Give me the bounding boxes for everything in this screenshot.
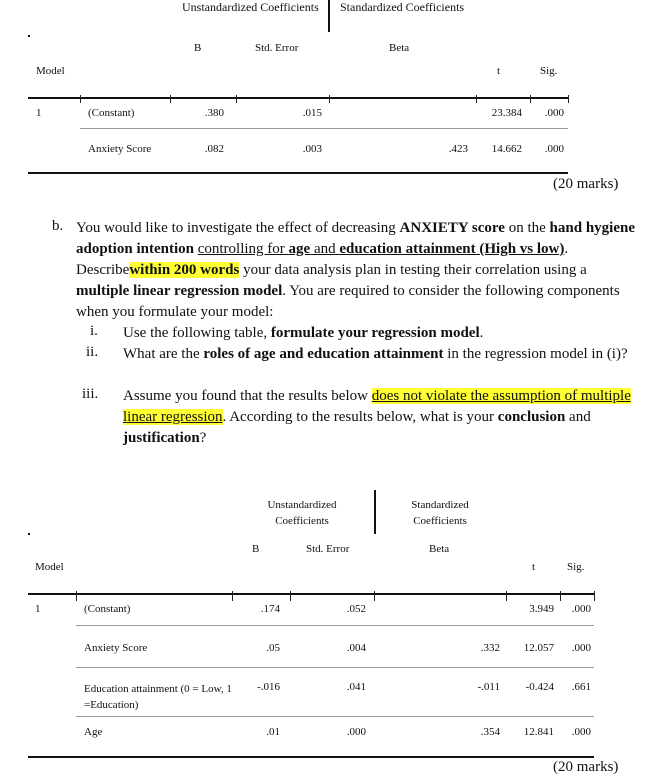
t2-cell-se: .004 [346,642,366,654]
t2-col-sig: Sig. [567,561,585,573]
t2-cell-beta: .354 [480,726,500,738]
t1-col-beta: Beta [389,42,410,54]
t2-col-std-error: Std. Error [306,543,350,555]
t2-cell-b: -.016 [257,681,280,693]
t2-cell-se: .052 [346,603,366,615]
t2-marks: (20 marks) [553,759,619,775]
t1-header-standardized: Standardized Coefficients [340,0,465,14]
t2-header-rule [28,593,594,595]
t2-col-b: B [252,543,260,555]
t2-cell-sig: .661 [571,681,591,693]
t2-dot [28,533,30,535]
t2-cell-sig: .000 [571,603,591,615]
t1-col-model: Model [36,65,65,77]
t1-cell-t: 14.662 [491,143,522,155]
t1-header-unstandardized: Unstandardized Coefficients [182,0,319,14]
item-iii-num: iii. [82,386,99,402]
t2-header-divider [374,490,376,534]
question-text: You would like to investigate the effect of decreasing ANXIETY score on the hand hygiene adoption intention controlling for age and education attainment (High vs low). Describewithin 200 words your data analysis plan in testing their correlation using a multiple linear regression model. You are required to consider the following components when you formulate your model: [76,220,635,320]
t1-col-std-error: Std. Error [255,42,299,54]
t2-row-label: (Constant) [84,603,131,615]
t1-cell-se: .003 [302,143,322,155]
t1-row-label: Anxiety Score [88,143,152,155]
item-ii-text: What are the roles of age and education attainment in the regression model in (i)? [123,346,628,362]
t2-cell-beta: .332 [480,642,500,654]
item-iii-text: Assume you found that the results below does not violate the assumption of multiple linear regression. According to the results below, what is your conclusion and justification? [123,388,631,446]
t2-model-number: 1 [35,603,41,615]
item-ii-num: ii. [86,344,99,360]
t2-cell-b: .01 [266,726,280,738]
t1-bottom-rule [28,172,568,174]
t1-cell-t: 23.384 [491,107,522,119]
t1-col-sig: Sig. [540,65,558,77]
t1-model-number: 1 [36,107,42,119]
t2-cell-sig: .000 [571,726,591,738]
t1-cell-beta: .423 [448,143,468,155]
t2-cell-sig: .000 [571,642,591,654]
t2-cell-b: .174 [260,603,280,615]
t1-header-divider [328,0,330,32]
t2-cell-t: 12.841 [523,726,554,738]
t2-cell-t: 3.949 [529,603,554,615]
t1-col-t: t [497,65,501,77]
t1-cell-b: .380 [204,107,224,119]
question-label: b. [52,218,64,234]
t1-dot [28,35,30,37]
t1-header-rule [28,97,568,99]
t1-cell-sig: .000 [544,107,564,119]
item-i-text: Use the following table, formulate your regression model. [123,325,484,341]
t2-col-model: Model [35,561,64,573]
t2-header-standardized: Standardized Coefficients [411,499,469,527]
t1-row-label: (Constant) [88,107,135,119]
t2-cell-se: .000 [346,726,366,738]
t2-cell-beta: -.011 [477,681,500,693]
t2-cell-se: .041 [346,681,366,693]
t2-row-label: Anxiety Score [84,642,148,654]
item-i-num: i. [90,323,98,339]
t2-col-beta: Beta [429,543,450,555]
t1-cell-b: .082 [204,143,224,155]
t2-cell-t: 12.057 [523,642,554,654]
t2-header-unstandardized: Unstandardized Coefficients [267,499,337,527]
t1-marks: (20 marks) [553,176,619,192]
t2-cell-b: .05 [266,642,280,654]
t1-cell-se: .015 [302,107,322,119]
t1-col-b: B [194,42,202,54]
t2-row-label: Education attainment (0 = Low, 1 =Education) [84,683,232,711]
t2-row-label: Age [84,726,103,738]
t2-bottom-rule [28,756,594,758]
t2-col-t: t [532,561,536,573]
t2-cell-t: -0.424 [525,681,554,693]
t1-cell-sig: .000 [544,143,564,155]
